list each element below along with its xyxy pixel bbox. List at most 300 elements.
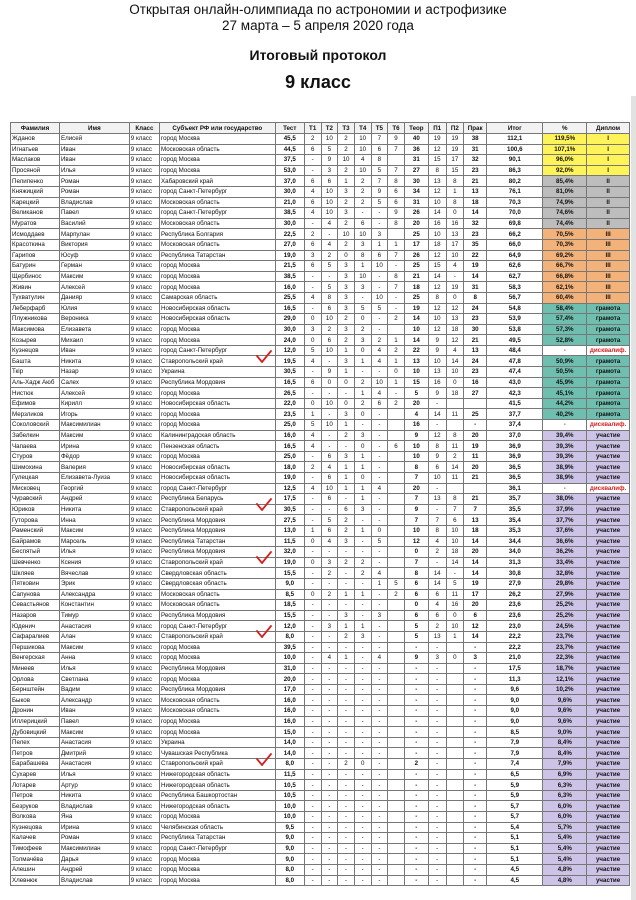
practice-cell: 13 [464,515,487,526]
total-cell: 35,5 [487,504,543,515]
t1-cell: - [304,621,321,632]
t3-cell: - [338,833,355,844]
total-cell: 54,8 [487,303,543,314]
t4-cell: 1 [354,589,371,600]
t6-cell: 6 [388,186,405,197]
practice-cell: 22 [464,250,487,261]
first-name-cell: Алан [59,631,129,642]
t2-cell: - [321,695,338,706]
practice-cell: 14 [464,631,487,642]
last-name-cell: Гулецкая [11,473,60,484]
diploma-cell: участие [587,812,630,823]
t3-cell: 2 [338,515,355,526]
t6-cell [388,504,405,515]
t1-cell: - [304,367,321,378]
class-cell: 9 класс [129,748,159,759]
t6-cell [388,324,405,335]
p1-cell: 8 [428,525,446,536]
practice-cell: - [464,663,487,674]
t3-cell: - [338,663,355,674]
diploma-cell: II [587,218,630,229]
test-score-cell: 30,0 [275,218,304,229]
percent-cell: 70,3% [543,239,587,250]
diploma-cell: участие [587,864,630,875]
t2-cell: 4 [321,653,338,664]
diploma-cell: участие [587,875,630,886]
first-name-cell: Иван [59,144,129,155]
t3-cell: - [338,684,355,695]
region-cell: Нижегородская область [160,801,276,812]
t6-cell: 8 [388,271,405,282]
table-row [11,483,630,494]
percent-cell: 6,3% [543,790,587,801]
t4-cell: - [354,790,371,801]
practice-cell: - [464,727,487,738]
region-cell: Ставропольский край [160,504,276,515]
region-cell: Новосибирская область [160,473,276,484]
first-name-cell: Алексей [59,282,129,293]
first-name-cell: Герман [59,261,129,272]
t4-cell: 2 [354,197,371,208]
total-cell: 8,5 [487,727,543,738]
t4-cell: - [354,769,371,780]
percent-cell: 5,4% [543,843,587,854]
test-score-cell: 12,0 [275,345,304,356]
t3-cell: - [338,578,355,589]
t5-cell: - [371,621,388,632]
t5-cell: - [371,706,388,717]
t2-cell: - [321,547,338,558]
theory-cell: - [404,737,428,748]
first-name-cell: Александра [59,589,129,600]
percent-cell: 70,5% [543,229,587,240]
t4-cell: 10 [354,134,371,145]
t3-cell: 3 [338,208,355,219]
t4-cell: - [354,822,371,833]
t4-cell: - [354,716,371,727]
total-cell: 5,9 [487,780,543,791]
t5-cell: - [371,515,388,526]
class-cell: 9 класс [129,388,159,399]
p1-cell: 14 [428,568,446,579]
first-name-cell: Игорь [59,409,129,420]
t6-cell [388,684,405,695]
total-cell: 62,6 [487,261,543,272]
theory-cell: 5 [404,631,428,642]
p2-cell [446,822,464,833]
t5-cell: - [371,642,388,653]
first-name-cell: Илья [59,663,129,674]
percent-cell: 29,8% [543,578,587,589]
column-header: Т6 [388,123,405,134]
practice-cell: 14 [464,271,487,282]
p2-cell: 0 [446,292,464,303]
t1-cell: - [304,801,321,812]
total-cell: 62,7 [487,271,543,282]
t5-cell: - [371,218,388,229]
t1-cell: 6 [304,197,321,208]
last-name-cell: Соколовский [11,420,60,431]
p2-cell: 16 [446,218,464,229]
t4-cell: 1 [354,494,371,505]
class-cell: 9 класс [129,430,159,441]
practice-cell: 11 [464,451,487,462]
p1-cell: 13 [428,494,446,505]
practice-cell: 24 [464,356,487,367]
test-score-cell: 17,5 [275,494,304,505]
t1-cell: - [304,812,321,823]
t1-cell: 3 [304,324,321,335]
table-row [11,282,630,293]
t2-cell: 0 [321,377,338,388]
last-name-cell: Петров [11,790,60,801]
table-row [11,653,630,664]
t2-cell: 10 [321,186,338,197]
diploma-cell: дисквалиф. [587,483,630,494]
p1-cell: - [428,759,446,770]
theory-cell: 25 [404,229,428,240]
t2-cell: - [321,356,338,367]
t1-cell: 6 [304,261,321,272]
first-name-cell: Кирилл [59,398,129,409]
practice-cell: 31 [464,144,487,155]
total-cell: 5,7 [487,812,543,823]
t1-cell: - [304,218,321,229]
p2-cell: 10 [446,525,464,536]
t6-cell [388,451,405,462]
t4-cell: - [354,578,371,589]
t2-cell: - [321,663,338,674]
total-cell: 69,8 [487,218,543,229]
practice-cell: - [464,780,487,791]
percent-cell: 18,7% [543,663,587,674]
t1-cell: - [304,388,321,399]
diploma-cell: участие [587,578,630,589]
t5-cell: - [371,695,388,706]
t5-cell: 7 [371,134,388,145]
t4-cell: 2 [354,186,371,197]
diploma-cell: участие [587,684,630,695]
p1-cell: - [428,684,446,695]
first-name-cell: Дарья [59,854,129,865]
p2-cell: 19 [446,134,464,145]
percent-cell: 23,7% [543,642,587,653]
t1-cell: - [304,610,321,621]
first-name-cell: Константин [59,600,129,611]
p2-cell: 7 [446,504,464,515]
theory-cell: 20 [404,483,428,494]
last-name-cell: Гарипов [11,250,60,261]
p2-cell: 0 [446,377,464,388]
p1-cell: 12 [428,250,446,261]
t6-cell [388,748,405,759]
test-score-cell: 44,5 [275,144,304,155]
t3-cell: - [338,695,355,706]
t1-cell: - [304,748,321,759]
theory-cell: 10 [404,525,428,536]
first-name-cell: Максим [59,430,129,441]
region-cell: Нижегородская область [160,780,276,791]
t5-cell: 4 [371,345,388,356]
red-check-mark [255,753,273,767]
first-name-cell: Владислав [59,197,129,208]
class-cell: 9 класс [129,515,159,526]
p2-cell: 17 [446,155,464,166]
diploma-cell: участие [587,600,630,611]
diploma-cell: участие [587,504,630,515]
p1-cell: 14 [428,208,446,219]
t3-cell: 10 [338,229,355,240]
t3-cell: 2 [338,557,355,568]
class-cell: 9 класс [129,790,159,801]
table-row [11,769,630,780]
t2-cell: - [321,864,338,875]
table-row [11,367,630,378]
p1-cell: - [428,642,446,653]
t2-cell: - [321,600,338,611]
theory-cell: - [404,727,428,738]
diploma-cell: III [587,229,630,240]
t4-cell: 0 [354,473,371,484]
practice-cell: 14 [464,568,487,579]
t6-cell [388,525,405,536]
last-name-cell: Чуравский [11,494,60,505]
t5-cell: - [371,864,388,875]
p2-cell: 18 [446,547,464,558]
diploma-cell: грамота [587,314,630,325]
t1-cell: - [304,716,321,727]
first-name-cell: Елизавета-Луиза [59,473,129,484]
t3-cell: 2 [338,759,355,770]
theory-cell: 40 [404,134,428,145]
first-name-cell: Павел [59,716,129,727]
first-name-cell: Виктория [59,239,129,250]
t1-cell: - [304,451,321,462]
t3-cell: 2 [338,314,355,325]
percent-cell: 66,7% [543,261,587,272]
percent-cell: 7,9% [543,759,587,770]
class-cell: 9 класс [129,367,159,378]
t1-cell: - [304,631,321,642]
practice-cell: - [464,759,487,770]
p1-cell: 12 [428,324,446,335]
p1-cell: - [428,737,446,748]
last-name-cell: Тимофеев [11,843,60,854]
t3-cell: 3 [338,610,355,621]
theory-cell: 17 [404,239,428,250]
t6-cell: 9 [388,208,405,219]
p2-cell [446,748,464,759]
practice-cell: 25 [464,409,487,420]
column-header: Субъект РФ или государство [160,123,276,134]
test-score-cell: 39,5 [275,642,304,653]
p2-cell [446,684,464,695]
t6-cell [388,462,405,473]
t2-cell: 3 [321,165,338,176]
last-name-cell: Козырев [11,335,60,346]
t4-cell: 0 [354,314,371,325]
t1-cell: 0 [304,557,321,568]
t4-cell: 3 [354,239,371,250]
t4-cell: 2 [354,377,371,388]
theory-cell: - [404,663,428,674]
practice-cell: 21 [464,494,487,505]
t6-cell [388,674,405,685]
t4-cell: - [354,420,371,431]
p1-cell: - [428,420,446,431]
t6-cell: 6 [388,197,405,208]
percent-cell: 36,2% [543,547,587,558]
theory-cell: - [404,716,428,727]
diploma-cell: участие [587,833,630,844]
practice-cell: - [464,642,487,653]
t1-cell: 6 [304,377,321,388]
last-name-cell: Шевченко [11,557,60,568]
percent-cell: 39,4% [543,430,587,441]
t4-cell: 1 [354,356,371,367]
t5-cell: 1 [371,239,388,250]
last-name-cell: Карецкий [11,197,60,208]
table-body [11,134,630,886]
theory-cell: - [404,864,428,875]
test-score-cell: 13,0 [275,525,304,536]
diploma-cell: участие [587,748,630,759]
t2-cell: - [321,706,338,717]
class-cell: 9 класс [129,165,159,176]
class-cell: 9 класс [129,801,159,812]
p2-cell [446,483,464,494]
t3-cell: 2 [338,525,355,536]
t5-cell: - [371,801,388,812]
last-name-cell: Шкляев [11,568,60,579]
total-cell: 30,8 [487,568,543,579]
t3-cell: 2 [338,631,355,642]
first-name-cell: Анастасия [59,621,129,632]
total-cell: 36,5 [487,473,543,484]
first-name-cell: Андрей [59,494,129,505]
p2-cell: 13 [446,229,464,240]
diploma-cell: участие [587,621,630,632]
column-header: Тест [275,123,304,134]
diploma-cell: участие [587,674,630,685]
t1-cell: 2 [304,134,321,145]
theory-cell: 0 [404,600,428,611]
t4-cell: - [354,737,371,748]
practice-cell: - [464,674,487,685]
t4-cell: - [354,854,371,865]
first-name-cell: Вероника [59,314,129,325]
t1-cell: - [304,473,321,484]
t2-cell: 10 [321,398,338,409]
total-cell: 7,9 [487,737,543,748]
test-score-cell: 25,0 [275,451,304,462]
total-cell: 37,4 [487,420,543,431]
last-name-cell: Кузнецов [11,345,60,356]
class-cell: 9 класс [129,335,159,346]
total-cell: 23,6 [487,610,543,621]
t3-cell: 3 [338,409,355,420]
class-cell: 9 класс [129,144,159,155]
test-score-cell: 15,0 [275,727,304,738]
t4-cell: - [354,727,371,738]
t3-cell: 1 [338,462,355,473]
test-score-cell: 16,5 [275,377,304,388]
theory-cell: 7 [404,494,428,505]
theory-cell: 6 [404,610,428,621]
t5-cell: - [371,684,388,695]
theory-cell: 9 [404,430,428,441]
t3-cell: - [338,674,355,685]
t5-cell: - [371,737,388,748]
theory-cell: 7 [404,557,428,568]
class-cell: 9 класс [129,282,159,293]
practice-cell: 14 [464,536,487,547]
class-cell: 9 класс [129,631,159,642]
t6-cell [388,430,405,441]
t6-cell [388,610,405,621]
last-name-cell: Пелех [11,737,60,748]
p2-cell: 14 [446,557,464,568]
t5-cell: - [371,282,388,293]
red-check-mark [255,625,273,639]
t4-cell: 3 [354,430,371,441]
practice-cell: 23 [464,367,487,378]
column-header: Т2 [321,123,338,134]
region-cell: Республика Мордовия [160,377,276,388]
test-score-cell: 30,0 [275,324,304,335]
diploma-cell: грамота [587,409,630,420]
practice-cell: 32 [464,155,487,166]
table-row [11,314,630,325]
table-row [11,515,630,526]
test-score-cell: 11,5 [275,769,304,780]
t4-cell: - [354,875,371,886]
t5-cell: - [371,473,388,484]
region-cell: Украина [160,367,276,378]
last-name-cell: Сухарев [11,769,60,780]
total-cell: 66,0 [487,239,543,250]
column-header: Итог [487,123,543,134]
total-cell: 42,3 [487,388,543,399]
region-cell: Ставропольский край [160,631,276,642]
test-score-cell: 9,0 [275,578,304,589]
practice-cell: 32 [464,218,487,229]
percent-cell: 37,9% [543,504,587,515]
table-row [11,695,630,706]
practice-cell: 8 [464,292,487,303]
t1-cell: 5 [304,420,321,431]
t3-cell: 3 [338,451,355,462]
diploma-cell: участие [587,822,630,833]
t4-cell: - [354,367,371,378]
first-name-cell: Елизавета [59,324,129,335]
theory-cell: 16 [404,420,428,431]
total-cell: 64,9 [487,250,543,261]
total-cell: 36,5 [487,462,543,473]
t2-cell: 4 [321,536,338,547]
percent-cell: 57,3% [543,324,587,335]
class-cell: 9 класс [129,822,159,833]
test-score-cell: 25,5 [275,292,304,303]
class-cell: 9 класс [129,292,159,303]
p1-cell: - [428,875,446,886]
p1-cell: 8 [428,441,446,452]
first-name-cell: Павел [59,208,129,219]
t3-cell: - [338,864,355,875]
percent-cell: 9,6% [543,706,587,717]
t3-cell: - [338,790,355,801]
total-cell: 76,1 [487,186,543,197]
